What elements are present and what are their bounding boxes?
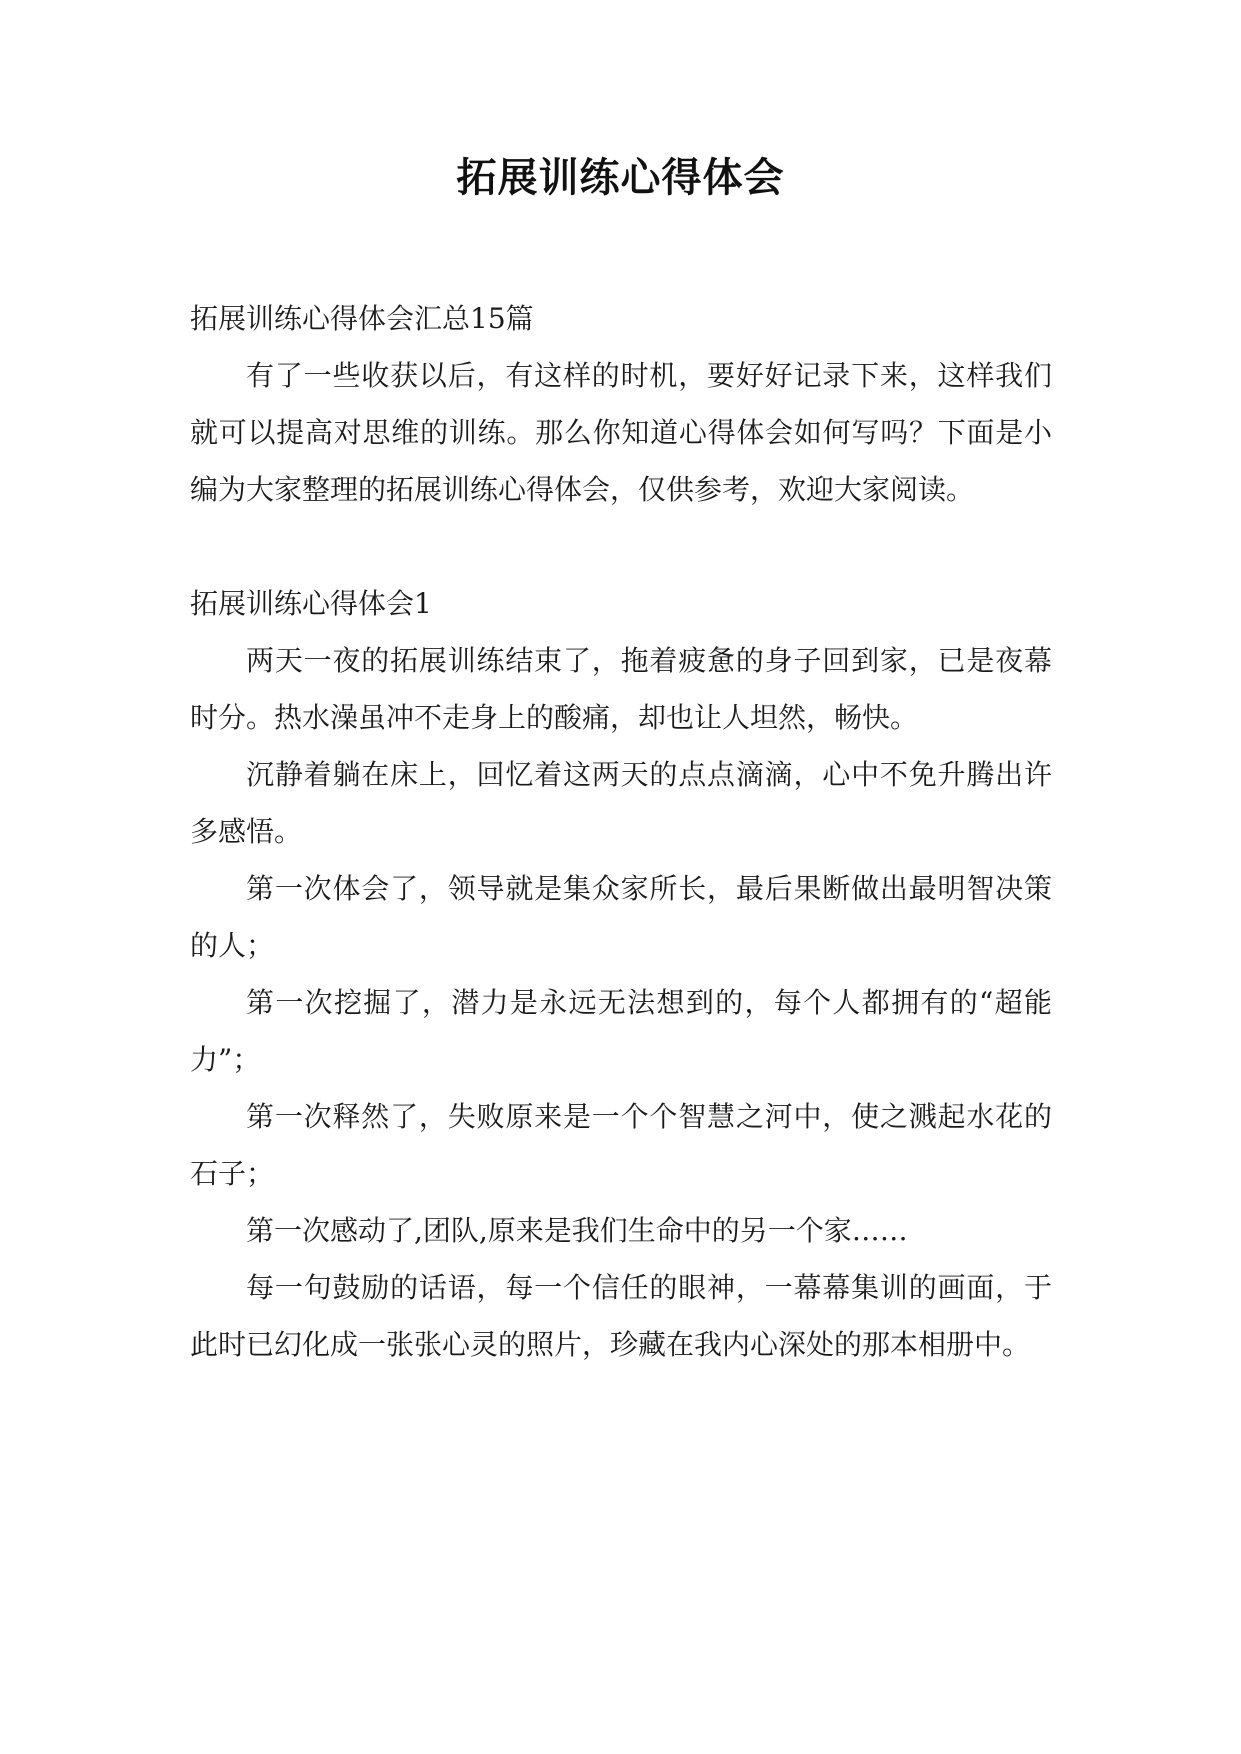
body-paragraph: 每一句鼓励的话语，每一个信任的眼神，一幕幕集训的画面，于此时已幻化成一张张心灵的照片，珍藏在我内心深处的那本相册中。 — [190, 1271, 1052, 1361]
body-paragraph: 第一次体会了，领导就是集众家所长，最后果断做出最明智决策的人； — [190, 872, 1052, 962]
body-paragraph: 第一次挖掘了，潜力是永远无法想到的，每个人都拥有的“超能力”； — [190, 986, 1052, 1076]
body-paragraph: 第一次释然了，失败原来是一个个智慧之河中，使之溅起水花的石子； — [190, 1100, 1052, 1190]
document-subtitle: 拓展训练心得体会汇总15篇 — [190, 302, 534, 335]
body-paragraph: 沉静着躺在床上，回忆着这两天的点点滴滴，心中不免升腾出许多感悟。 — [190, 758, 1052, 848]
body-paragraph: 第一次感动了,团队,原来是我们生命中的另一个家…… — [246, 1214, 908, 1247]
section-heading: 拓展训练心得体会1 — [190, 587, 432, 620]
body-paragraph: 两天一夜的拓展训练结束了，拖着疲惫的身子回到家，已是夜幕时分。热水澡虽冲不走身上的酸痛，却也让人坦然，畅快。 — [190, 644, 1052, 734]
document-title: 拓展训练心得体会 — [456, 155, 785, 201]
document-body — [190, 290, 1052, 1373]
intro-paragraph: 有了一些收获以后，有这样的时机，要好好记录下来，这样我们就可以提高对思维的训练。那么你知道心得体会如何写吗？下面是小编为大家整理的拓展训练心得体会，仅供参考，欢迎大家阅读。 — [190, 359, 1052, 506]
section-spacer — [190, 518, 1052, 575]
